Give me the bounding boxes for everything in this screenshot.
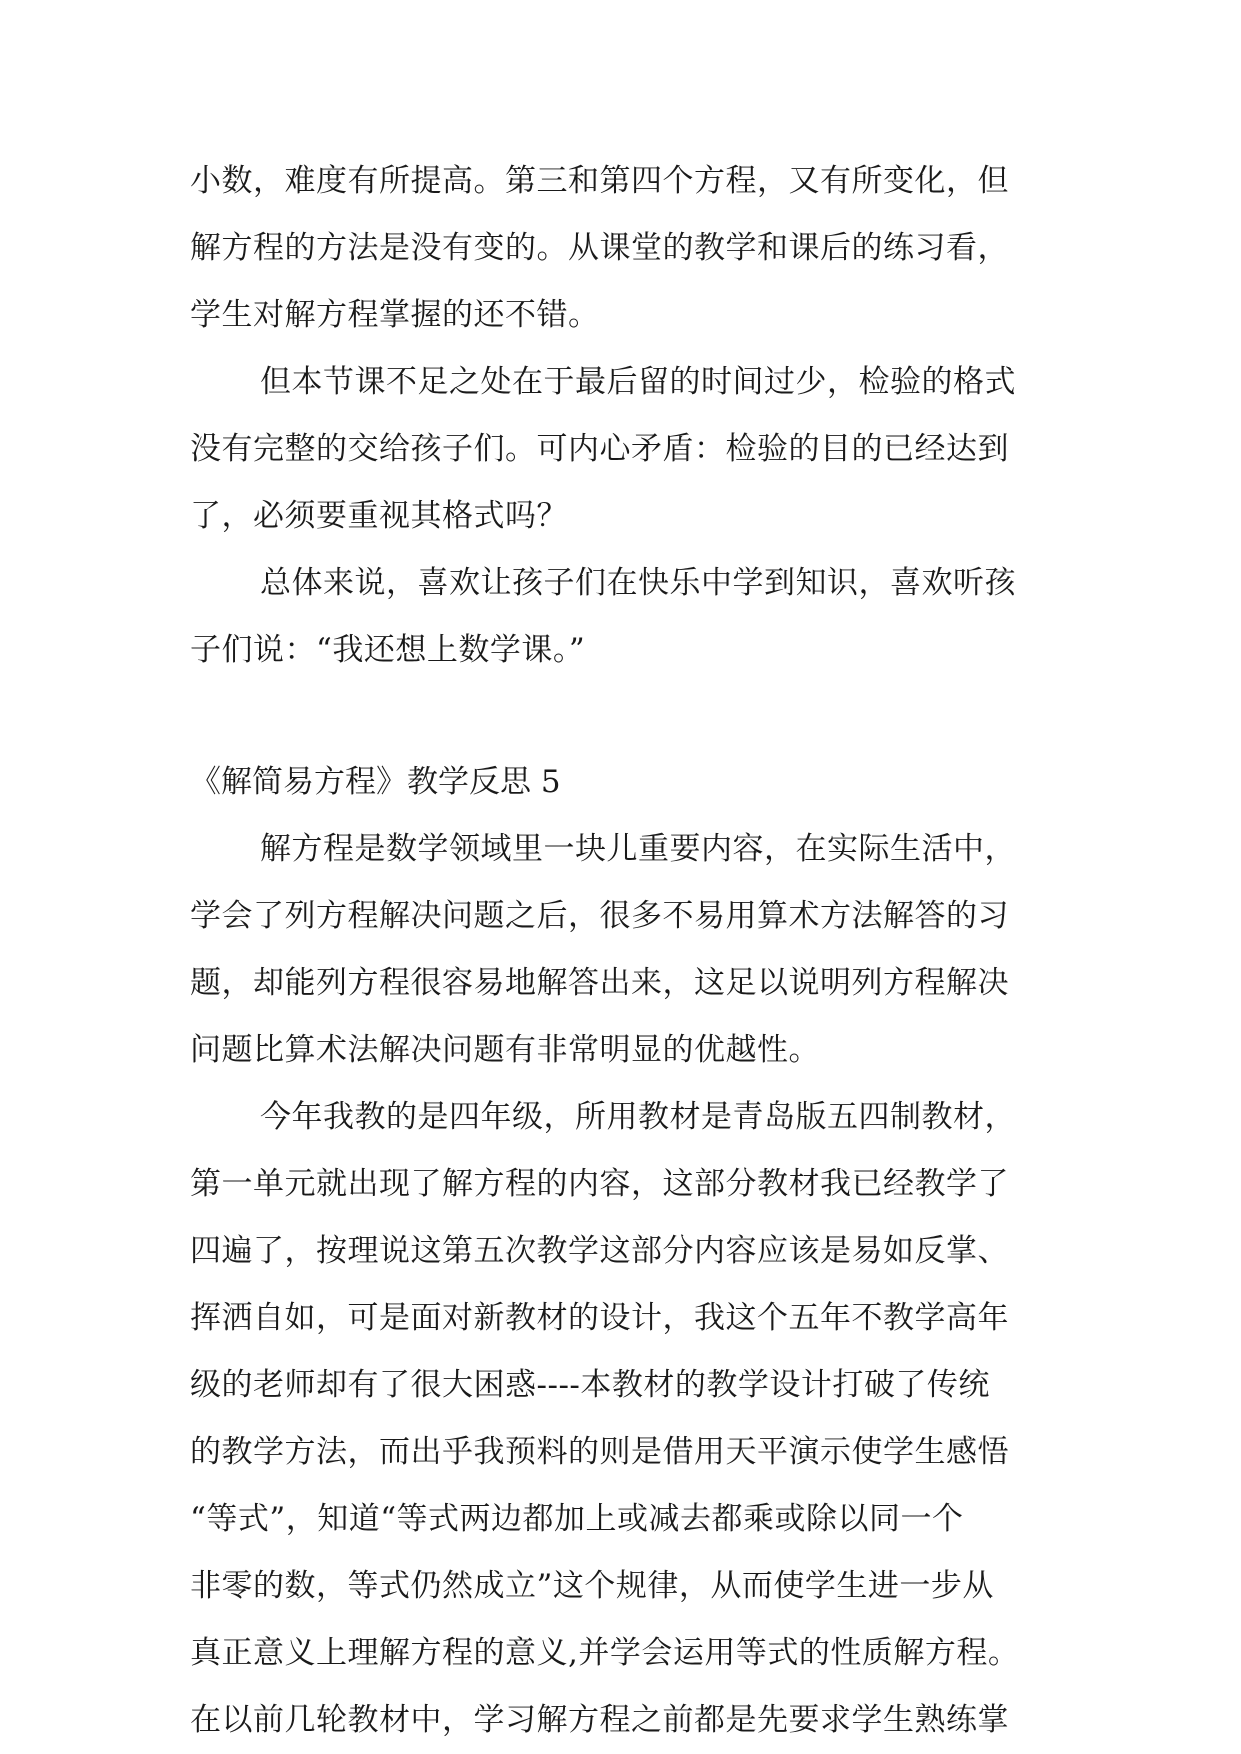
- text-line: 非零的数，等式仍然成立”这个规律，从而使学生进一步从: [190, 1568, 994, 1604]
- text-line: 子们说：“我还想上数学课。”: [190, 632, 586, 668]
- text-line: 学会了列方程解决问题之后，很多不易用算术方法解答的习: [190, 898, 1009, 934]
- text-line: 在以前几轮教材中，学习解方程之前都是先要求学生熟练掌: [190, 1702, 1009, 1738]
- paragraph: [190, 550, 1052, 684]
- paragraph: [190, 349, 1052, 550]
- text-line: 没有完整的交给孩子们。可内心矛盾：检验的目的已经达到: [190, 431, 1009, 467]
- text-line: “等式”，知道“等式两边都加上或减去都乘或除以同一个: [190, 1501, 964, 1537]
- text-line: 解方程是数学领域里一块儿重要内容，在实际生活中，: [260, 831, 1016, 867]
- text-line: 真正意义上理解方程的意义,并学会运用等式的性质解方程。: [190, 1635, 1020, 1671]
- text-line: 今年我教的是四年级，所用教材是青岛版五四制教材，: [260, 1099, 1016, 1135]
- text-line: 解方程的方法是没有变的。从课堂的教学和课后的练习看，: [190, 230, 1009, 266]
- section-title: 《解简易方程》教学反思 5: [190, 764, 561, 800]
- document-body: [190, 148, 1052, 1754]
- paragraph: [190, 816, 1052, 1084]
- paragraph: [190, 1084, 1052, 1754]
- text-line: 题，却能列方程很容易地解答出来，这足以说明列方程解决: [190, 965, 1009, 1001]
- text-line: 级的老师却有了很大困惑----本教材的教学设计打破了传统: [190, 1367, 990, 1403]
- text-line: 的教学方法，而出乎我预料的则是借用天平演示使学生感悟: [190, 1434, 1009, 1470]
- text-line: 四遍了，按理说这第五次教学这部分内容应该是易如反掌、: [190, 1233, 1009, 1269]
- text-line: 小数，难度有所提高。第三和第四个方程，又有所变化，但: [190, 163, 1009, 199]
- text-line: 第一单元就出现了解方程的内容，这部分教材我已经教学了: [190, 1166, 1009, 1202]
- text-line: 问题比算术法解决问题有非常明显的优越性。: [190, 1032, 820, 1068]
- paragraph: [190, 148, 1052, 349]
- text-line: 挥洒自如，可是面对新教材的设计，我这个五年不教学高年: [190, 1300, 1009, 1336]
- text-line: 总体来说，喜欢让孩子们在快乐中学到知识，喜欢听孩: [260, 565, 1016, 601]
- text-line: 学生对解方程掌握的还不错。: [190, 297, 600, 333]
- text-line: 了，必须要重视其格式吗？: [190, 498, 568, 534]
- section-gap: [190, 684, 1052, 749]
- text-line: 但本节课不足之处在于最后留的时间过少，检验的格式: [260, 364, 1016, 400]
